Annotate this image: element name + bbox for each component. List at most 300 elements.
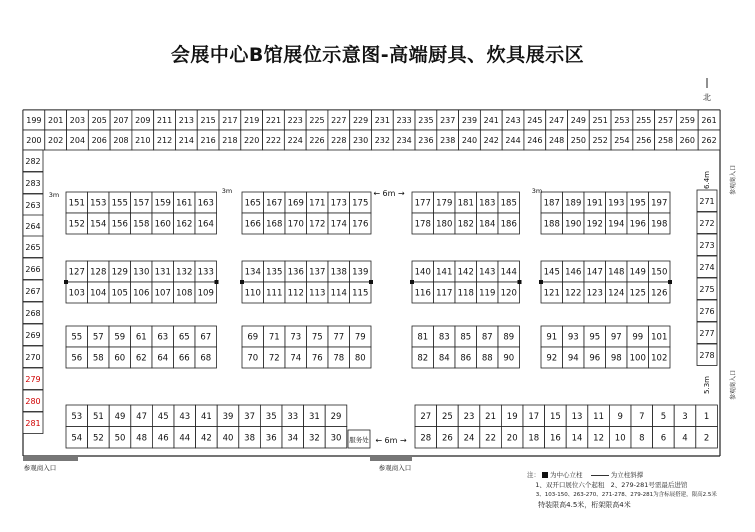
booth-number: 247 xyxy=(548,116,565,125)
booth-number: 255 xyxy=(636,116,652,125)
booth-number: 271 xyxy=(699,196,715,206)
booth-number: 161 xyxy=(176,198,193,209)
booth-number: 222 xyxy=(265,136,282,145)
booth-number: 149 xyxy=(629,267,646,278)
booth-number: 94 xyxy=(567,353,579,364)
booth-number: 16 xyxy=(549,433,561,444)
booth-number: 129 xyxy=(111,267,128,278)
booth-number: 153 xyxy=(90,198,107,209)
booth-number: 146 xyxy=(565,267,582,278)
booth-number: 136 xyxy=(287,267,304,278)
booth-number: 72 xyxy=(268,353,280,364)
booth-number: 269 xyxy=(25,330,41,340)
dimension-label: ← 6m → xyxy=(375,436,407,445)
booth-number: 179 xyxy=(436,198,453,209)
booth-number: 157 xyxy=(133,198,150,209)
booth-number: 44 xyxy=(179,433,191,444)
booth-number: 108 xyxy=(176,288,193,299)
booth-number: 263 xyxy=(25,200,41,210)
booth-number: 162 xyxy=(176,219,193,230)
booth-number: 187 xyxy=(543,198,560,209)
booth-number: 226 xyxy=(309,136,325,145)
booth-number: 152 xyxy=(68,219,85,230)
dimension-label: 5.3m xyxy=(703,376,711,394)
booth-number: 191 xyxy=(586,198,603,209)
booth-number: 197 xyxy=(651,198,668,209)
booth-number: 273 xyxy=(699,240,715,250)
booth-number: 184 xyxy=(479,219,496,230)
booth-number: 76 xyxy=(311,353,323,364)
booth-number: 20 xyxy=(506,433,518,444)
booth-number: 107 xyxy=(154,288,171,299)
booth-number: 4 xyxy=(682,433,688,444)
booth-number: 86 xyxy=(460,353,472,364)
booth-number: 11 xyxy=(593,411,605,422)
booth-number: 98 xyxy=(610,353,622,364)
booth-number: 283 xyxy=(25,178,41,188)
booth-number: 244 xyxy=(505,136,521,145)
booth-number: 265 xyxy=(25,242,41,252)
booth-number: 252 xyxy=(592,136,608,145)
booth-number: 217 xyxy=(222,116,238,125)
booth-number: 75 xyxy=(311,332,323,343)
booth-number: 260 xyxy=(679,136,695,145)
booth-number: 42 xyxy=(200,433,212,444)
pillar-icon xyxy=(542,472,548,478)
booth-number: 119 xyxy=(479,288,496,299)
booth-number: 110 xyxy=(244,288,261,299)
booth-number: 63 xyxy=(157,332,169,343)
booth-number: 78 xyxy=(333,353,345,364)
booth-number: 196 xyxy=(629,219,646,230)
booth-number: 253 xyxy=(614,116,630,125)
booth-number: 32 xyxy=(308,433,320,444)
booth-number: 36 xyxy=(265,433,277,444)
booth-number: 182 xyxy=(457,219,474,230)
booth-number: 143 xyxy=(479,267,496,278)
booth-number: 237 xyxy=(440,116,456,125)
pillar-marker xyxy=(410,280,414,284)
booth-number: 23 xyxy=(463,411,475,422)
booth-number: 236 xyxy=(418,136,434,145)
pillar-marker xyxy=(539,280,543,284)
booth-number: 212 xyxy=(156,136,173,145)
booth-number: 66 xyxy=(178,353,190,364)
booth-number: 275 xyxy=(699,284,715,294)
booth-number: 48 xyxy=(136,433,148,444)
booth-number: 132 xyxy=(176,267,193,278)
booth-number: 170 xyxy=(287,219,304,230)
booth-number: 99 xyxy=(632,332,644,343)
booth-number: 91 xyxy=(546,332,558,343)
booth-number: 111 xyxy=(266,288,283,299)
booth-number: 97 xyxy=(610,332,622,343)
booth-number: 113 xyxy=(309,288,326,299)
booth-number: 115 xyxy=(352,288,369,299)
booth-number: 281 xyxy=(25,418,41,428)
booth-number: 122 xyxy=(565,288,582,299)
booth-number: 137 xyxy=(309,267,326,278)
booth-number: 124 xyxy=(608,288,625,299)
booth-number: 3 xyxy=(682,411,688,422)
booth-number: 67 xyxy=(200,332,212,343)
note-line-4: 特装限高4.5米，桁架限高4米 xyxy=(538,501,631,509)
booth-number: 15 xyxy=(549,411,561,422)
booth-number: 243 xyxy=(505,116,521,125)
legend-pillar: 为中心立柱 xyxy=(550,471,583,479)
booth-number: 240 xyxy=(461,136,478,145)
booth-number: 223 xyxy=(287,116,303,125)
booth-number: 39 xyxy=(222,411,234,422)
booth-number: 114 xyxy=(330,288,347,299)
booth-number: 183 xyxy=(479,198,496,209)
entrance-label: 参观商入口 xyxy=(378,464,412,472)
page-title: 会展中心B馆展位示意图-高端厨具、炊具展示区 xyxy=(170,44,585,66)
booth-number: 28 xyxy=(420,433,432,444)
booth-number: 138 xyxy=(330,267,347,278)
booth-number: 55 xyxy=(71,332,83,343)
booth-number: 54 xyxy=(71,433,83,444)
booth-number: 238 xyxy=(440,136,456,145)
booth-number: 26 xyxy=(441,433,453,444)
booth-number: 142 xyxy=(457,267,474,278)
booth-number: 79 xyxy=(354,332,366,343)
booth-number: 228 xyxy=(331,136,347,145)
booth-number: 9 xyxy=(617,411,623,422)
note-line-3: 3、103-150、263-270、271-278、279-281为含标展搭建，限高2.5米 xyxy=(535,492,717,498)
booth-number: 185 xyxy=(500,198,517,209)
booth-number: 174 xyxy=(330,219,347,230)
booth-number: 264 xyxy=(25,221,41,231)
booth-number: 166 xyxy=(244,219,261,230)
booth-number: 21 xyxy=(485,411,497,422)
booth-number: 180 xyxy=(436,219,453,230)
booth-number: 127 xyxy=(68,267,85,278)
booth-number: 164 xyxy=(197,219,214,230)
booth-number: 90 xyxy=(503,353,515,364)
booth-number: 18 xyxy=(528,433,540,444)
booth-number: 81 xyxy=(417,332,429,343)
booth-number: 274 xyxy=(699,262,715,272)
booth-number: 195 xyxy=(629,198,646,209)
booth-number: 251 xyxy=(592,116,608,125)
booth-number: 177 xyxy=(414,198,431,209)
booth-number: 173 xyxy=(330,198,347,209)
booth-number: 270 xyxy=(25,352,41,362)
booth-number: 148 xyxy=(608,267,625,278)
booth-number: 160 xyxy=(154,219,171,230)
booth-number: 80 xyxy=(354,353,366,364)
booth-number: 43 xyxy=(179,411,191,422)
booth-number: 92 xyxy=(546,353,558,364)
booth-number: 27 xyxy=(420,411,432,422)
booth-number: 47 xyxy=(136,411,148,422)
booth-number: 145 xyxy=(543,267,560,278)
booth-number: 201 xyxy=(48,116,64,125)
booth-number: 205 xyxy=(91,116,107,125)
booth-number: 158 xyxy=(133,219,150,230)
booth-number: 168 xyxy=(266,219,283,230)
booth-number: 13 xyxy=(571,411,583,422)
north-label: 北 xyxy=(703,93,711,102)
dimension-label: 3m xyxy=(48,191,60,199)
booth-number: 199 xyxy=(26,116,42,125)
booth-number: 266 xyxy=(25,264,41,274)
entrance-gate xyxy=(370,456,412,461)
booth-number: 6 xyxy=(660,433,667,444)
booth-number: 103 xyxy=(68,288,85,299)
booth-number: 220 xyxy=(244,136,260,145)
booth-number: 52 xyxy=(92,433,104,444)
booth-number: 233 xyxy=(396,116,412,125)
booth-number: 12 xyxy=(593,433,605,444)
booth-number: 73 xyxy=(290,332,302,343)
booth-number: 203 xyxy=(69,116,86,125)
booth-number: 165 xyxy=(244,198,261,209)
booth-number: 135 xyxy=(266,267,283,278)
booth-number: 246 xyxy=(527,136,543,145)
booth-number: 10 xyxy=(614,433,626,444)
dimension-label: 3m xyxy=(531,187,543,195)
booth-number: 19 xyxy=(506,411,518,422)
booth-number: 186 xyxy=(500,219,517,230)
booth-number: 25 xyxy=(441,411,453,422)
booth-number: 163 xyxy=(197,198,214,209)
booth-number: 227 xyxy=(331,116,347,125)
booth-number: 230 xyxy=(352,136,369,145)
booth-number: 133 xyxy=(197,267,214,278)
booth-number: 258 xyxy=(657,136,674,145)
booth-number: 70 xyxy=(247,353,259,364)
booth-number: 74 xyxy=(290,353,302,364)
legend-notes xyxy=(527,470,747,510)
booth-number: 5 xyxy=(660,411,667,422)
dimension-label: 6.4m xyxy=(703,171,711,189)
booth-number: 208 xyxy=(113,136,129,145)
booth-number: 231 xyxy=(374,116,391,125)
booth-number: 37 xyxy=(244,411,256,422)
booth-number: 169 xyxy=(287,198,304,209)
booth-number: 204 xyxy=(69,136,86,145)
booth-number: 268 xyxy=(25,308,41,318)
booth-number: 7 xyxy=(639,411,645,422)
booth-number: 178 xyxy=(414,219,431,230)
booth-number: 51 xyxy=(92,411,104,422)
pillar-marker xyxy=(369,280,373,284)
booth-number: 200 xyxy=(26,136,42,145)
booth-number: 95 xyxy=(589,332,601,343)
booth-number: 77 xyxy=(333,332,345,343)
booth-number: 89 xyxy=(503,332,515,343)
pillar-marker xyxy=(240,280,244,284)
note-line-2: 2、279-281号需最后进馆 xyxy=(610,481,688,489)
booth-number: 104 xyxy=(90,288,107,299)
booth-number: 224 xyxy=(287,136,303,145)
booth-number: 232 xyxy=(374,136,391,145)
booth-number: 85 xyxy=(460,332,472,343)
booth-number: 234 xyxy=(396,136,412,145)
dimension-label: 3m xyxy=(221,187,233,195)
booth-number: 176 xyxy=(352,219,369,230)
booth-number: 259 xyxy=(679,116,695,125)
booth-number: 272 xyxy=(699,218,715,228)
booth-number: 87 xyxy=(481,332,493,343)
booth-number: 219 xyxy=(244,116,260,125)
booth-number: 45 xyxy=(157,411,169,422)
booth-number: 123 xyxy=(586,288,603,299)
booth-number: 46 xyxy=(157,433,169,444)
booth-number: 69 xyxy=(247,332,259,343)
booth-number: 278 xyxy=(699,350,715,360)
booth-number: 167 xyxy=(266,198,283,209)
booth-number: 125 xyxy=(629,288,646,299)
booth-number: 250 xyxy=(570,136,587,145)
booth-number: 14 xyxy=(571,433,583,444)
booth-number: 147 xyxy=(586,267,603,278)
booth-number: 50 xyxy=(114,433,126,444)
brace-icon xyxy=(591,475,609,476)
booth-number: 141 xyxy=(436,267,453,278)
pillar-marker xyxy=(215,280,219,284)
booth-number: 93 xyxy=(567,332,579,343)
booth-number: 206 xyxy=(91,136,107,145)
dimension-label: ← 6m → xyxy=(373,189,405,198)
booth-number: 30 xyxy=(330,433,342,444)
booth-number: 257 xyxy=(657,116,674,125)
booth-number: 56 xyxy=(71,353,83,364)
booth-number: 140 xyxy=(414,267,431,278)
booth-number: 134 xyxy=(244,267,261,278)
booth-number: 207 xyxy=(113,116,129,125)
booth-number: 128 xyxy=(90,267,107,278)
booth-number: 62 xyxy=(135,353,147,364)
pillar-marker xyxy=(518,280,522,284)
booth-number: 59 xyxy=(114,332,126,343)
booth-number: 102 xyxy=(651,353,668,364)
entrance-label: 参观商入口 xyxy=(730,369,737,401)
booth-number: 84 xyxy=(438,353,450,364)
booth-number: 248 xyxy=(548,136,565,145)
booth-number: 117 xyxy=(436,288,453,299)
booth-number: 190 xyxy=(565,219,582,230)
pillar-marker xyxy=(64,280,68,284)
booth-number: 267 xyxy=(25,286,41,296)
entrance-label: 参观商入口 xyxy=(730,164,737,196)
booth-number: 35 xyxy=(265,411,277,422)
booth-number: 49 xyxy=(114,411,126,422)
note-line-1: 1、双开口展位六个起租 xyxy=(535,481,605,489)
booth-number: 229 xyxy=(352,116,369,125)
booth-number: 213 xyxy=(178,116,194,125)
booth-number: 33 xyxy=(287,411,299,422)
booth-number: 276 xyxy=(699,306,715,316)
booth-number: 262 xyxy=(701,136,717,145)
booth-number: 22 xyxy=(485,433,497,444)
booth-number: 60 xyxy=(114,353,126,364)
booth-number: 41 xyxy=(200,411,212,422)
booth-number: 109 xyxy=(197,288,214,299)
booth-number: 31 xyxy=(308,411,320,422)
booth-number: 198 xyxy=(651,219,668,230)
booth-number: 155 xyxy=(111,198,128,209)
booth-number: 188 xyxy=(543,219,560,230)
booth-number: 118 xyxy=(457,288,474,299)
booth-number: 139 xyxy=(352,267,369,278)
booth-number: 280 xyxy=(25,396,41,406)
booth-number: 68 xyxy=(200,353,212,364)
booth-number: 202 xyxy=(48,136,64,145)
booth-number: 242 xyxy=(483,136,499,145)
booth-number: 279 xyxy=(25,374,41,384)
booth-number: 215 xyxy=(200,116,216,125)
booth-number: 83 xyxy=(438,332,450,343)
booth-number: 57 xyxy=(92,332,104,343)
booth-number: 130 xyxy=(133,267,150,278)
booth-number: 126 xyxy=(651,288,668,299)
booth-number: 156 xyxy=(111,219,128,230)
booth-number: 214 xyxy=(178,136,194,145)
booth-number: 171 xyxy=(309,198,326,209)
booth-number: 121 xyxy=(543,288,560,299)
booth-number: 218 xyxy=(222,136,238,145)
booth-number: 175 xyxy=(352,198,369,209)
booth-number: 282 xyxy=(25,156,41,166)
booth-number: 150 xyxy=(651,267,668,278)
booth-number: 17 xyxy=(528,411,540,422)
booth-number: 64 xyxy=(157,353,169,364)
booth-number: 105 xyxy=(111,288,128,299)
booth-number: 172 xyxy=(309,219,326,230)
booth-number: 88 xyxy=(481,353,493,364)
booth-number: 235 xyxy=(418,116,434,125)
booth-number: 193 xyxy=(608,198,625,209)
notes-head: 注： xyxy=(527,471,540,479)
booth-number: 192 xyxy=(586,219,603,230)
booth-number: 249 xyxy=(570,116,587,125)
booth-number: 82 xyxy=(417,353,429,364)
booth-number: 106 xyxy=(133,288,150,299)
booth-number: 151 xyxy=(68,198,85,209)
booth-number: 241 xyxy=(483,116,499,125)
booth-number: 211 xyxy=(156,116,173,125)
booth-number: 221 xyxy=(265,116,282,125)
booth-number: 2 xyxy=(703,433,710,444)
booth-number: 1 xyxy=(703,411,710,422)
booth-number: 24 xyxy=(463,433,475,444)
booth-number: 101 xyxy=(651,332,668,343)
booth-number: 181 xyxy=(457,198,474,209)
booth-number: 216 xyxy=(200,136,216,145)
booth-number: 256 xyxy=(636,136,652,145)
booth-number: 61 xyxy=(135,332,147,343)
booth-number: 254 xyxy=(614,136,630,145)
entrance-gate xyxy=(23,456,78,461)
booth-number: 239 xyxy=(461,116,478,125)
booth-number: 71 xyxy=(268,332,280,343)
booth-number: 159 xyxy=(154,198,171,209)
booth-number: 29 xyxy=(330,411,342,422)
booth-number: 209 xyxy=(135,116,151,125)
booth-number: 144 xyxy=(500,267,517,278)
booth-number: 225 xyxy=(309,116,325,125)
booth-number: 40 xyxy=(222,433,234,444)
pillar-marker xyxy=(668,280,672,284)
booth-number: 112 xyxy=(287,288,304,299)
booth-number: 65 xyxy=(178,332,190,343)
booth-number: 96 xyxy=(589,353,601,364)
booth-number: 245 xyxy=(527,116,543,125)
booth-number: 261 xyxy=(701,116,717,125)
